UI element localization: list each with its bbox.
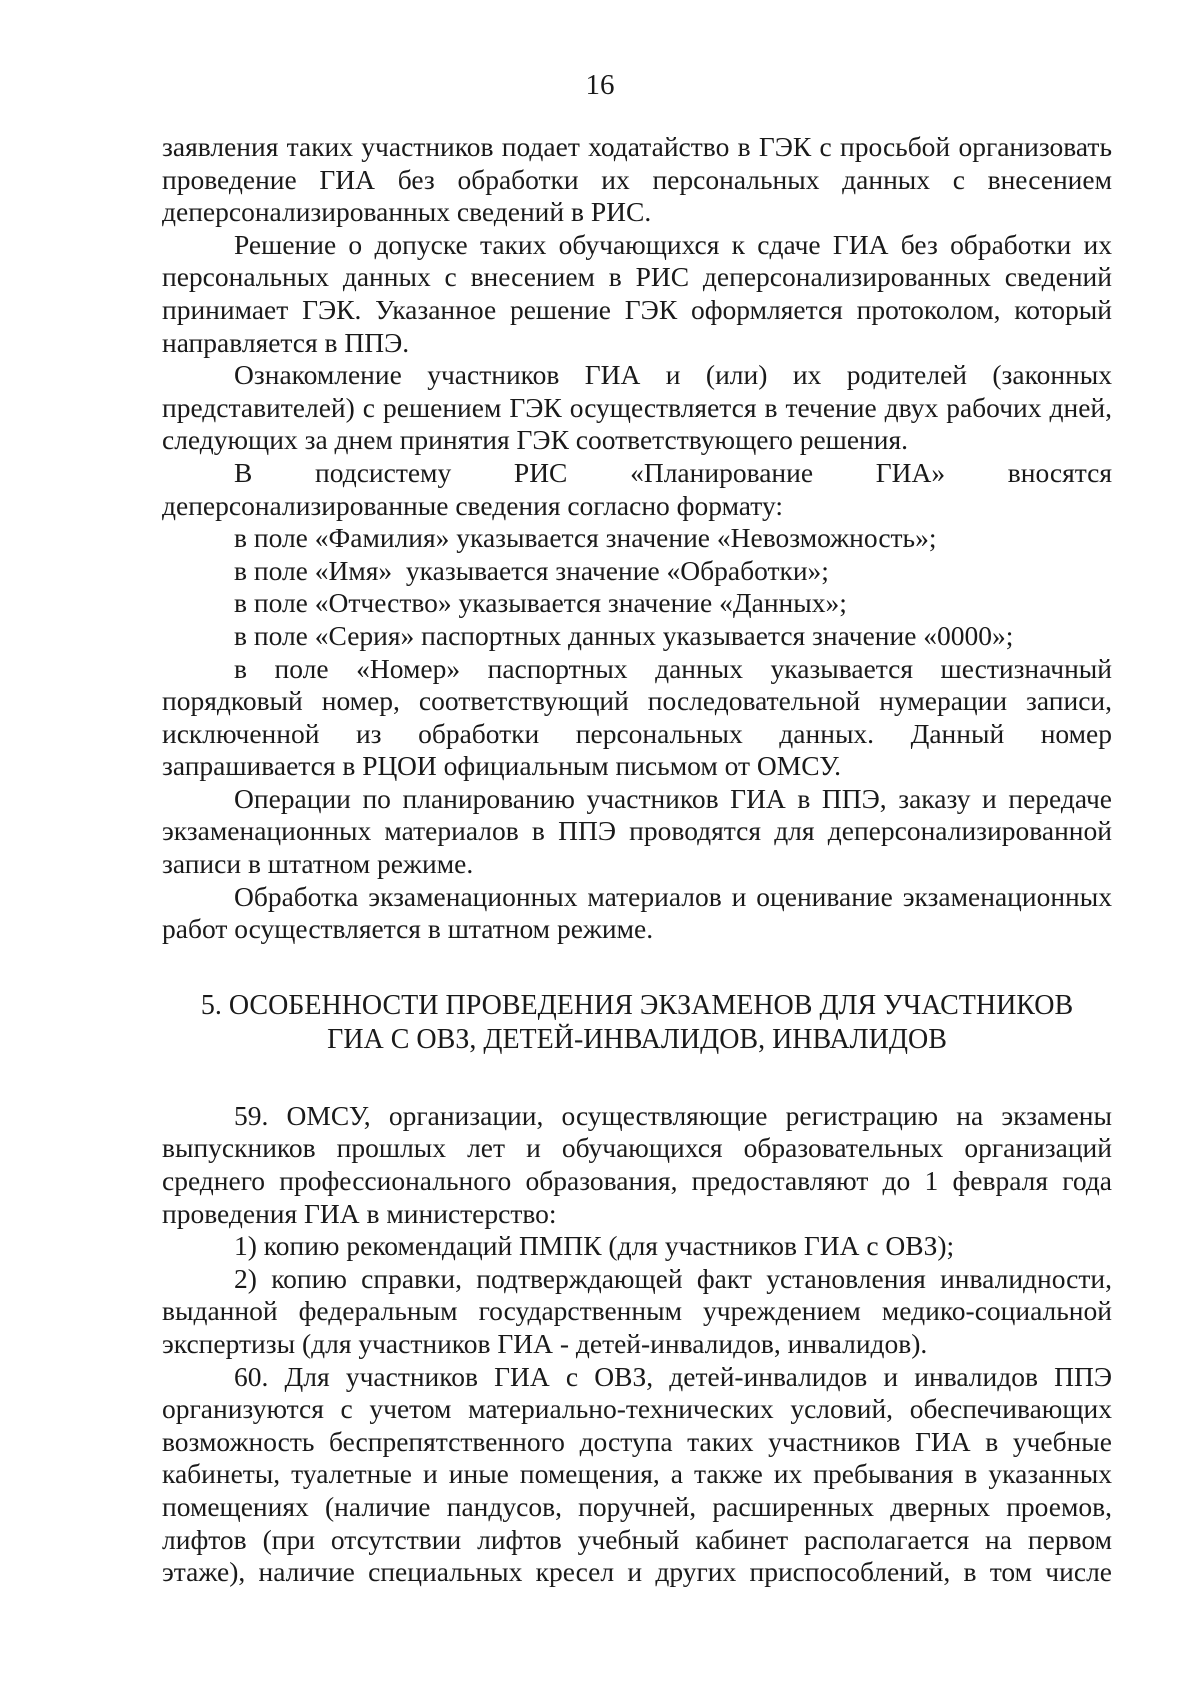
paragraph-clause-59: 59. ОМСУ, организации, осуществляющие регистрацию на экзамены выпускников прошлых лет и обучающихся образовательных организаций среднего профессионального образования, предоставляют до 1 февраля года проведения ГИА в министерство:: [162, 1099, 1112, 1229]
list-item-passport-series: в поле «Серия» паспортных данных указывается значение «0000»;: [234, 619, 1014, 651]
section-heading: [162, 989, 1112, 1057]
paragraph-clause-60: 60. Для участников ГИА с ОВЗ, детей-инвалидов и инвалидов ППЭ организуются с учетом материально-технических условий, обеспечивающих возможность беспрепятственного доступа таких участников ГИА в учебные кабинеты, туалетные и иные помещения, а также их пребывания в указанных помещениях (наличие пандусов, поручней, расширенных дверных проемов, лифтов (при отсутствии лифтов учебный кабинет располагается на первом этаже), наличие специальных кресел и других приспособлений, в том числе: [162, 1360, 1112, 1588]
paragraph-planning-operations: Операции по планированию участников ГИА в ППЭ, заказу и передаче экзаменационных материалов в ППЭ проводятся для деперсонализированной записи в штатном режиме.: [162, 782, 1112, 880]
paragraph-familiarization: Ознакомление участников ГИА и (или) их родителей (законных представителей) с решением ГЭК осуществляется в течение двух рабочих дней, следующих за днем принятия ГЭК соответствующего решения.: [162, 359, 1112, 456]
paragraph-continuation: заявления таких участников подает ходатайство в ГЭК с просьбой организовать проведение ГИА без обработки их персональных данных с внесением деперсонализированных сведений в РИС.: [162, 131, 1112, 228]
list-item-pmpk-copy: 1) копию рекомендаций ПМПК (для участников ГИА с ОВЗ);: [234, 1230, 955, 1262]
list-item-patronymic: в поле «Отчество» указывается значение «Данных»;: [234, 587, 847, 619]
list-item-passport-number: в поле «Номер» паспортных данных указывается шестизначный порядковый номер, соответствующий последовательной нумерации записи, исключенной из обработки персональных данных. Данный номер запрашивается в РЦОИ официальным письмом от ОМСУ.: [162, 652, 1112, 782]
section-heading-line2: ГИА С ОВЗ, ДЕТЕЙ-ИНВАЛИДОВ, ИНВАЛИДОВ: [327, 1023, 947, 1055]
paragraph-processing: Обработка экзаменационных материалов и оценивание экзаменационных работ осуществляется в штатном режиме.: [162, 880, 1112, 945]
section-heading-line1: 5. ОСОБЕННОСТИ ПРОВЕДЕНИЯ ЭКЗАМЕНОВ ДЛЯ УЧАСТНИКОВ: [200, 989, 1074, 1021]
list-item-disability-certificate: 2) копию справки, подтверждающей факт установления инвалидности, выданной федеральным государственным учреждением медико-социальной экспертизы (для участников ГИА - детей-инвалидов, инвалидов).: [162, 1262, 1112, 1359]
document-body: [162, 131, 1112, 1589]
list-item-surname: в поле «Фамилия» указывается значение «Невозможность»;: [234, 522, 937, 554]
list-item-name: в поле «Имя» указывается значение «Обработки»;: [234, 554, 829, 586]
paragraph-ris-subsystem: В подсистему РИС «Планирование ГИА» вносятся деперсонализированные сведения согласно формату:: [162, 456, 1112, 521]
page-number: 16: [585, 69, 615, 101]
paragraph-admission-decision: Решение о допуске таких обучающихся к сдаче ГИА без обработки их персональных данных с внесением в РИС деперсонализированных сведений принимает ГЭК. Указанное решение ГЭК оформляется протоколом, который направляется в ППЭ.: [162, 228, 1112, 358]
